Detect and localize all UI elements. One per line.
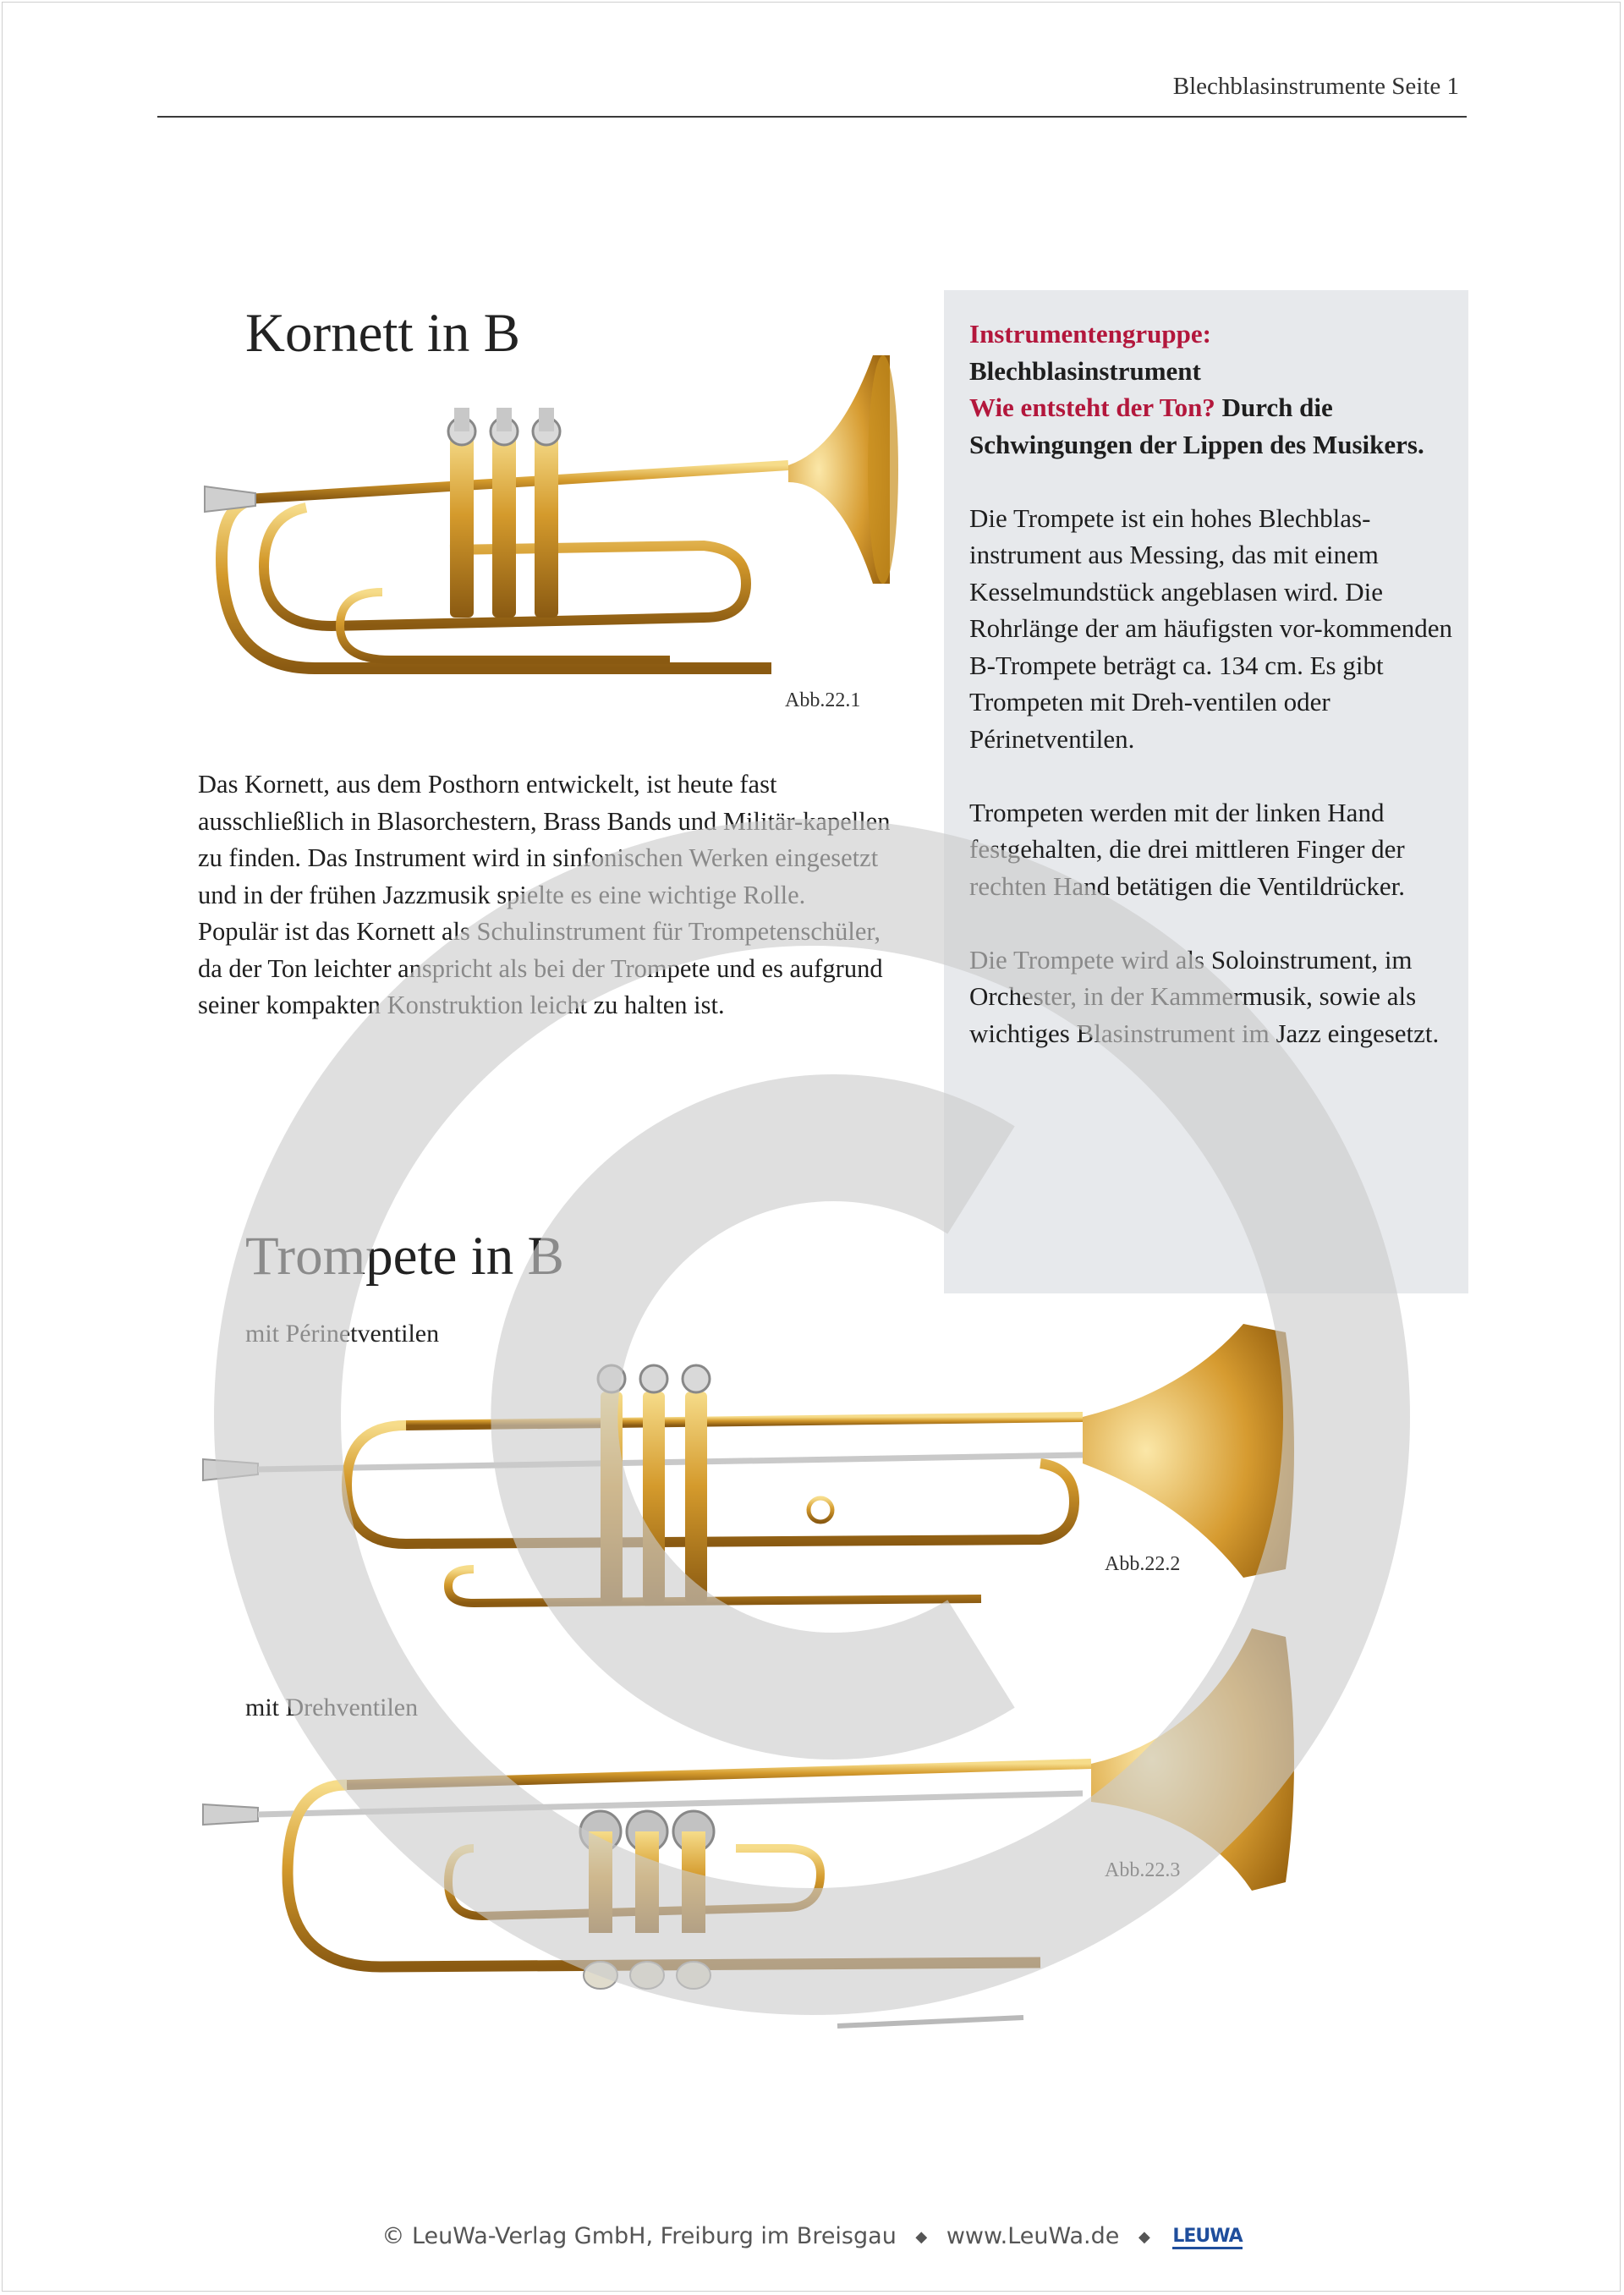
header-title: Blechblasinstrumente Seite 1 — [1172, 73, 1459, 100]
subtitle-perinet: mit Périnetventilen — [245, 1320, 440, 1348]
kornett-paragraph-2: Populär ist das Kornett als Schulinstrument für Trompetenschüler, da der Ton leichter anspricht als bei der Trompete und es aufgrund seiner kompakten Konstruktion leicht zu halten ist. — [198, 917, 883, 1019]
subtitle-drehventile: mit Drehventilen — [245, 1694, 419, 1721]
header-rule — [157, 116, 1467, 118]
kornett-paragraph-1: Das Kornett, aus dem Posthorn entwickelt, ist heute fast ausschließlich in Blasorchestern, Brass Bands und Militär-kapellen zu finden. Das Instrument wird in sinfonischen Werken eingesetzt und in der frühen Jazzmusik spielte es eine wichtige Rolle. — [198, 770, 891, 909]
info-paragraph-3: Die Trompete wird als Soloinstrument, im Orchester, in der Kammermusik, sowie als wichtiges Blasinstrument im Jazz eingesetzt. — [969, 944, 1440, 1048]
leuwa-logo: LEUWA — [1172, 2226, 1242, 2249]
trumpet-perinet-image — [195, 1315, 1303, 1662]
footer-separator-icon: ◆ — [1138, 2228, 1150, 2246]
group-label: Instrumentengruppe: — [969, 319, 1211, 349]
info-paragraph-1: Die Trompete ist ein hohes Blechblas-instrument aus Messing, das mit einem Kesselmundstück angeblasen wird. Die Rohrlänge der am häufigsten vor-kommenden B-Trompete beträgt ca. 134 cm. Es gibt Trompeten mit Dreh-ventilen oder Périnetventilen. — [969, 502, 1452, 754]
info-text — [969, 316, 1460, 1051]
figure-caption-2: Abb.22.2 — [1105, 1553, 1181, 1575]
group-value: Blechblasinstrument — [969, 355, 1201, 386]
kornett-description — [198, 766, 908, 1024]
figure-caption-3: Abb.22.3 — [1105, 1859, 1181, 1881]
footer-url[interactable]: www.LeuWa.de — [946, 2223, 1120, 2249]
cornet-image — [196, 338, 907, 727]
trompete-title: Trompete in B — [245, 1226, 564, 1287]
trumpet-rotary-image — [195, 1620, 1303, 2051]
footer — [0, 2223, 1624, 2249]
tone-value: Durch die Schwingungen der Lippen des Musikers. — [969, 393, 1424, 459]
tone-label: Wie entsteht der Ton? — [969, 393, 1215, 422]
info-paragraph-2: Trompeten werden mit der linken Hand festgehalten, die drei mittleren Finger der rechten Hand betätigen die Ventildrücker. — [969, 797, 1406, 901]
footer-separator-icon: ◆ — [915, 2228, 928, 2246]
kornett-title: Kornett in B — [245, 303, 520, 364]
figure-caption-1: Abb.22.1 — [785, 689, 861, 711]
footer-copyright: © LeuWa-Verlag GmbH, Freiburg im Breisgau — [381, 2223, 897, 2249]
